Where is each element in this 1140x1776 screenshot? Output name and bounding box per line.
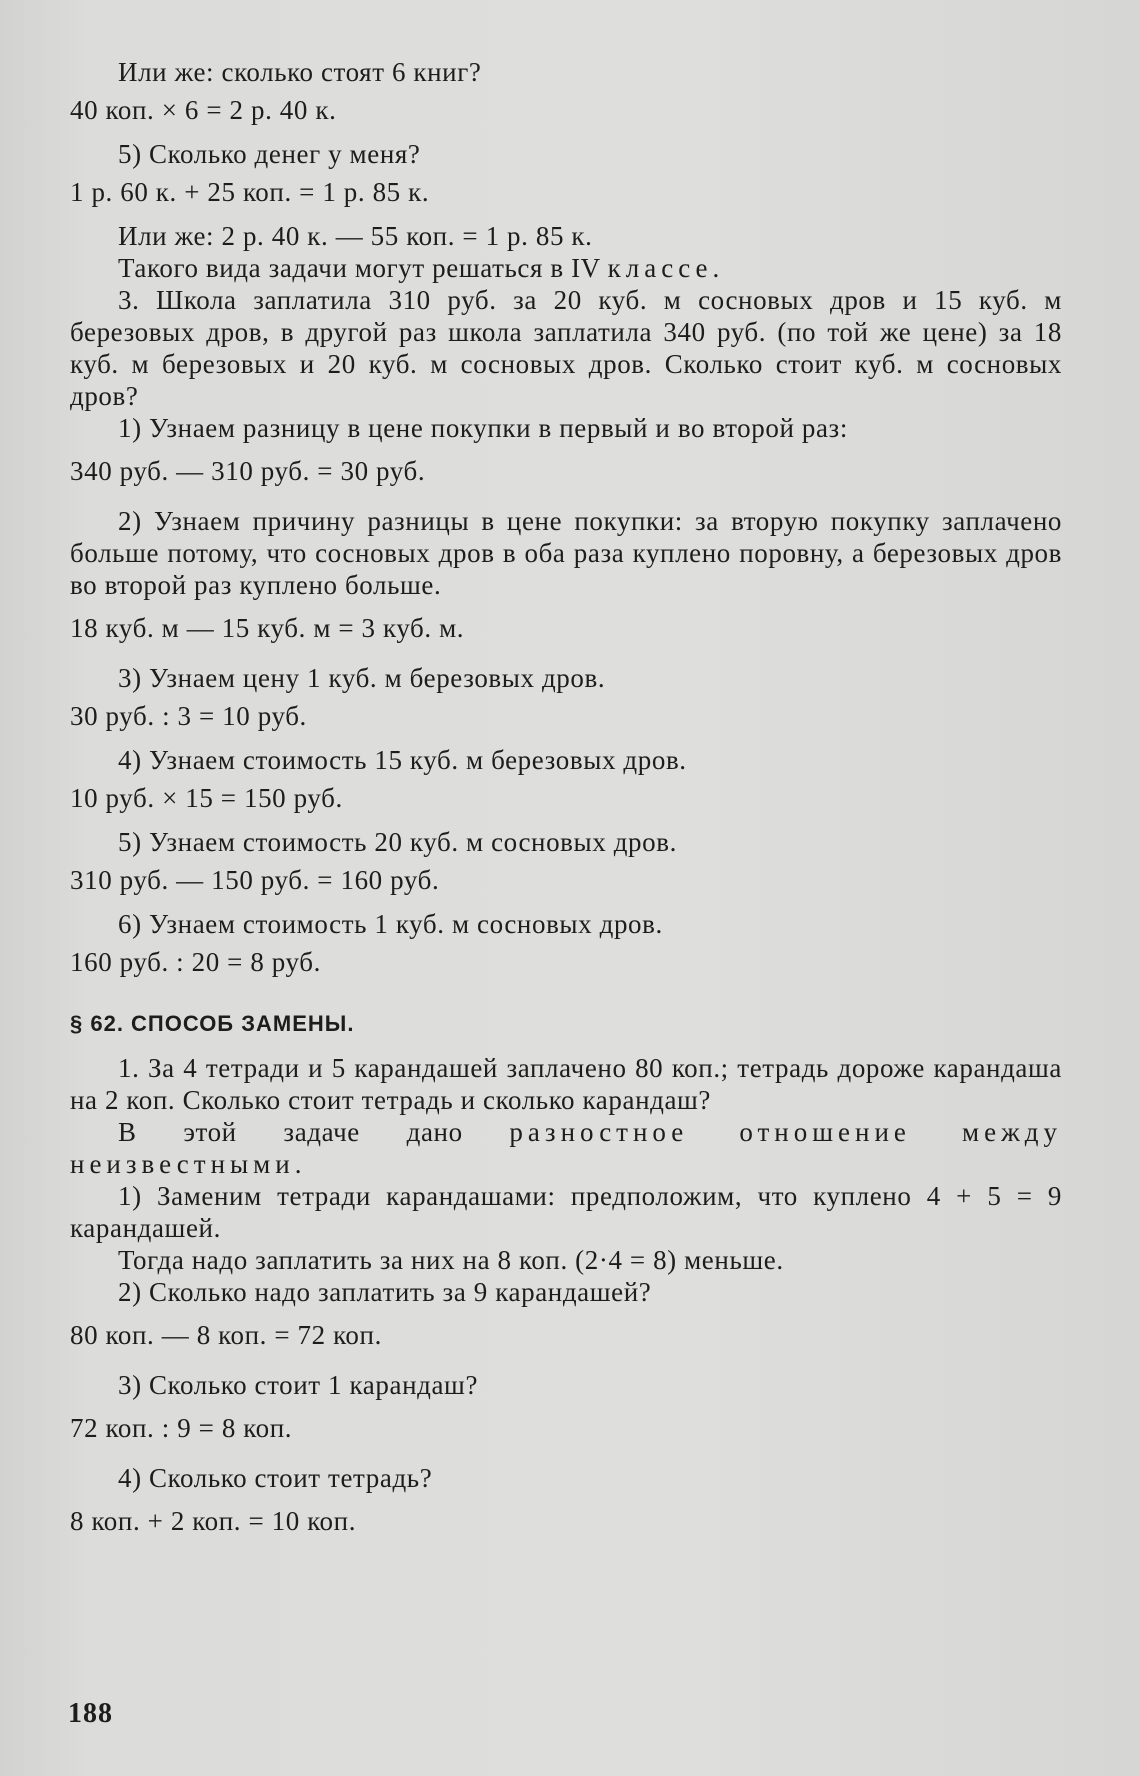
problem-paragraph: 1. За 4 тетради и 5 карандашей заплачено 80 коп.; тетрадь дороже карандаша на 2 коп. Сколько стоит тетрадь и сколько карандаш? bbox=[70, 1053, 1062, 1115]
formula: 40 коп. × 6 = 2 р. 40 к. bbox=[70, 95, 337, 125]
step-line: 5) Узнаем стоимость 20 куб. м сосновых дров. bbox=[118, 827, 677, 857]
text-line bbox=[70, 1116, 1062, 1180]
text-line bbox=[70, 252, 1062, 284]
step-line: 3) Сколько стоит 1 карандаш? bbox=[118, 1370, 479, 1400]
step-paragraph: 2) Узнаем причину разницы в цене покупки: за вторую покупку заплачено больше потому, что сосновых дров в оба раза куплено поровну, а березовых дров во второй раз куплено больше. bbox=[70, 506, 1062, 600]
step-line: 4) Сколько стоит тетрадь? bbox=[118, 1463, 433, 1493]
formula: 18 куб. м — 15 куб. м = 3 куб. м. bbox=[70, 613, 465, 643]
text-span: Такого вида задачи могут решаться в IV bbox=[118, 253, 601, 283]
formula: 1 р. 60 к. + 25 коп. = 1 р. 85 к. bbox=[70, 177, 430, 207]
formula: 72 коп. : 9 = 8 коп. bbox=[70, 1413, 293, 1443]
formula: 310 руб. — 150 руб. = 160 руб. bbox=[70, 865, 440, 895]
formula: 160 руб. : 20 = 8 руб. bbox=[70, 947, 321, 977]
page-number: 188 bbox=[68, 1698, 113, 1729]
formula: 30 руб. : 3 = 10 руб. bbox=[70, 701, 307, 731]
text-line: Или же: сколько стоят 6 книг? bbox=[118, 57, 482, 87]
text-line: Тогда надо заплатить за них на 8 коп. (2·4 = 8) меньше. bbox=[118, 1245, 784, 1275]
spaced-word: классе. bbox=[607, 253, 725, 283]
problem-paragraph: 3. Школа заплатила 310 руб. за 20 куб. м сосновых дров и 15 куб. м березовых дров, в другой раз школа заплатила 340 руб. (по той же цене) за 18 куб. м березовых и 20 куб. м сосновых дров. Сколько стоит куб. м сосновых дров? bbox=[70, 285, 1062, 411]
text-line: 5) Сколько денег у меня? bbox=[118, 139, 421, 169]
section-heading: § 62. СПОСОБ ЗАМЕНЫ. bbox=[70, 1011, 355, 1036]
formula: 10 руб. × 15 = 150 руб. bbox=[70, 783, 343, 813]
step-line: 4) Узнаем стоимость 15 куб. м березовых дров. bbox=[118, 745, 687, 775]
text-line: Или же: 2 р. 40 к. — 55 коп. = 1 р. 85 к. bbox=[118, 221, 593, 251]
text-span: В этой задаче дано bbox=[118, 1117, 463, 1147]
step-line: 1) Узнаем разницу в цене покупки в первый и во второй раз: bbox=[118, 413, 848, 443]
formula: 340 руб. — 310 руб. = 30 руб. bbox=[70, 456, 426, 486]
step-line: 3) Узнаем цену 1 куб. м березовых дров. bbox=[118, 663, 606, 693]
spaced-phrase: разностное отношение между неизвестными. bbox=[70, 1117, 1062, 1179]
step-paragraph: 1) Заменим тетради карандашами: предположим, что куплено 4 + 5 = 9 карандашей. bbox=[70, 1181, 1062, 1243]
formula: 8 коп. + 2 коп. = 10 коп. bbox=[70, 1506, 357, 1536]
step-line: 6) Узнаем стоимость 1 куб. м сосновых дров. bbox=[118, 909, 663, 939]
formula: 80 коп. — 8 коп. = 72 коп. bbox=[70, 1320, 382, 1350]
step-line: 2) Сколько надо заплатить за 9 карандашей? bbox=[118, 1277, 652, 1307]
page-text bbox=[70, 56, 1062, 1555]
